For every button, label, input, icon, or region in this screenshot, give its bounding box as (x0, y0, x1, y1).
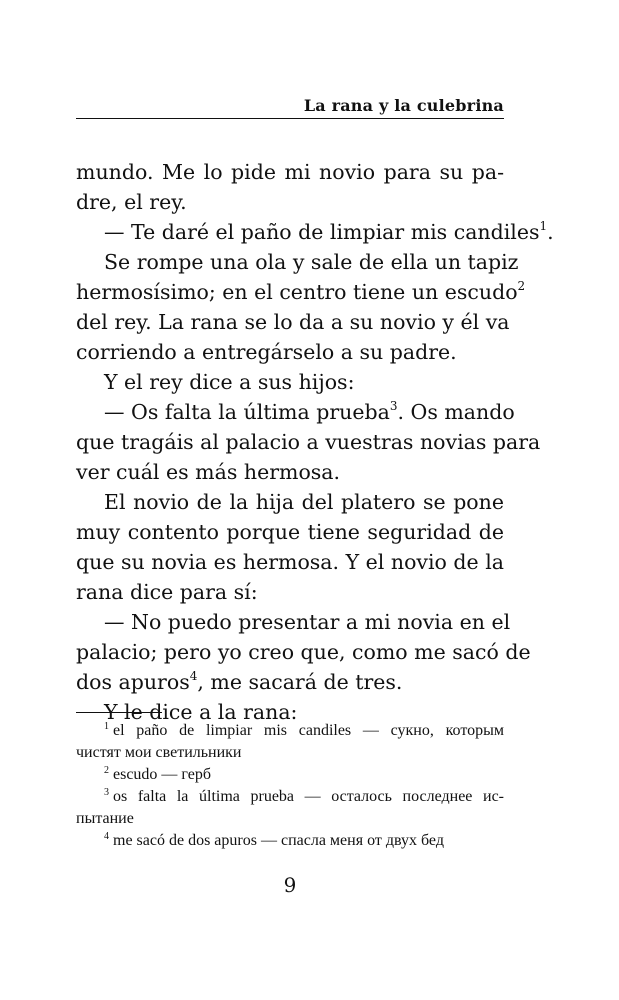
footnote-ref: 4 (189, 669, 198, 683)
line-text: . Os mando (397, 400, 515, 424)
text-line: palacio; pero yo creo que, como me sacó de (76, 640, 531, 664)
footnote-ref: 2 (517, 279, 526, 293)
text-line: ver cuál es más hermosa. (76, 460, 341, 484)
text-line: que su novia es hermosa. Y el novio de la (76, 550, 504, 574)
footnote-number: 1 (104, 721, 109, 732)
text-line: mundo. Me lo pide mi novio para su pa- (76, 160, 504, 184)
footnote-text: el paño de limpiar mis candiles — сукно, которым (113, 722, 504, 739)
text-line (104, 397, 515, 427)
footnote-1 (104, 720, 504, 742)
footnote-ref: 3 (389, 399, 398, 413)
footnote-number: 3 (104, 787, 109, 798)
line-text: hermosísimo; en el centro tiene un escudo (76, 280, 518, 304)
text-line: corriendo a entregárselo a su padre. (76, 340, 457, 364)
footnote-2 (104, 764, 504, 786)
footnote-number: 2 (104, 765, 109, 776)
footnote-text: me sacó de dos apuros — спасла меня от двух бед (113, 832, 444, 849)
text-line (76, 667, 504, 697)
text-line: Y el rey dice a sus hijos: (104, 370, 355, 394)
line-text: , me sacará de tres. (197, 670, 403, 694)
footnote-rule (76, 712, 162, 713)
text-line: — No puedo presentar a mi novia en el (104, 610, 511, 634)
footnote-4 (104, 830, 504, 852)
text-line: dre, el rey. (76, 190, 187, 214)
footnote-number: 4 (104, 831, 109, 842)
text-line: Se rompe una ola y sale de ella un tapiz (104, 250, 519, 274)
line-text: — Te daré el paño de limpiar mis candiles (104, 220, 540, 244)
text-line: rana dice para sí: (76, 580, 258, 604)
text-line (104, 217, 554, 247)
text-line: que tragáis al palacio a vuestras novias para (76, 430, 541, 454)
running-header-title: La rana y la culebrina (303, 96, 504, 115)
footnote-3 (104, 786, 504, 808)
line-text: — Os falta la última prueba (104, 400, 390, 424)
footnote-3-cont: пытание (76, 810, 134, 827)
line-text: dos apuros (76, 670, 190, 694)
footnote-text: os falta la última prueba — осталось последнее ис- (113, 788, 504, 805)
text-line: El novio de la hija del platero se pone (104, 490, 504, 514)
text-line: del rey. La rana se lo da a su novio y él va (76, 310, 510, 334)
page-number: 9 (283, 873, 297, 897)
header-rule (76, 118, 504, 119)
line-period: . (547, 220, 554, 244)
text-line (76, 277, 526, 307)
footnote-text: escudo — герб (113, 766, 212, 783)
footnote-ref: 1 (539, 219, 548, 233)
text-line: Y le dice a la rana: (104, 700, 298, 724)
text-line: muy contento porque tiene seguridad de (76, 520, 504, 544)
footnote-1-cont: чистят мои светильники (76, 744, 242, 761)
